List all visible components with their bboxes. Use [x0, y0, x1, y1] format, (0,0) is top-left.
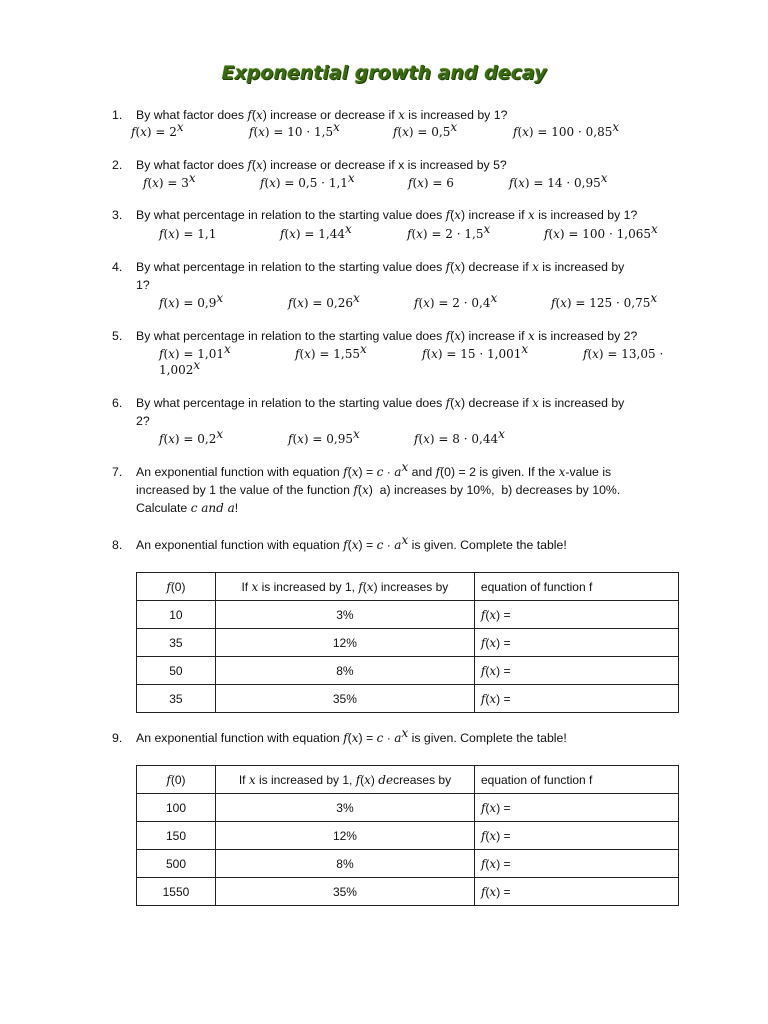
formula: $f(x) = 2 \cdot 0,4^x$	[414, 291, 498, 310]
formula: $f(x) = 0,95^x$	[288, 427, 360, 446]
question-text: By what percentage in relation to the starting value does f(x) increase if x is increased by 1?	[136, 208, 638, 222]
question-number: 5.	[112, 329, 123, 343]
cell-equation[interactable]: f(x) =	[474, 794, 678, 822]
formula: $f(x) = 2^x$	[131, 120, 184, 139]
question-number: 6.	[112, 396, 123, 410]
formula-row	[0, 222, 768, 243]
formula: f(x) = 1,1	[159, 227, 217, 241]
cell-percent: 35%	[215, 878, 474, 906]
cell-f0: 35	[137, 629, 216, 657]
cell-percent: 3%	[215, 794, 474, 822]
cell-equation[interactable]: f(x) =	[474, 878, 678, 906]
formula: $f(x) = 100 \cdot 0,85^x$	[513, 120, 620, 139]
table-row	[137, 629, 679, 657]
cell-equation[interactable]: f(x) =	[474, 601, 678, 629]
cell-equation[interactable]: f(x) =	[474, 685, 678, 713]
cell-equation[interactable]: f(x) =	[474, 629, 678, 657]
formula: f(x) = 6	[408, 176, 454, 190]
formula: $f(x) = 8 \cdot 0,44^x$	[414, 427, 505, 446]
formula: $f(x) = 0,5^x$	[393, 120, 458, 139]
header-equation: equation of function f	[474, 766, 678, 794]
question-text: By what factor does f(x) increase or decrease if x is increased by 1?	[136, 108, 508, 122]
question-text: An exponential function with equation $f(x) = c \cdot a^x$ and f(0) = 2 is given. If the x-value is increased by 1 the value of the function f(x) a) increases by 10%, b) decreases by 10%. Calculate c and a!	[136, 460, 621, 515]
formula-row	[0, 291, 768, 312]
formula: $f(x) = 0,2^x$	[159, 427, 224, 446]
question-number: 4.	[112, 260, 123, 274]
header-equation: equation of function f	[474, 573, 678, 601]
table-question-8	[136, 572, 679, 713]
formula-row	[0, 171, 768, 192]
formula: $f(x) = 0,5 \cdot 1,1^x$	[260, 171, 355, 190]
question-number: 2.	[112, 158, 123, 172]
formula: $f(x) = 10 \cdot 1,5^x$	[249, 120, 340, 139]
table-question-9	[136, 765, 679, 906]
formula: $f(x) = 125 \cdot 0,75^x$	[551, 291, 658, 310]
table-header-row	[137, 766, 679, 794]
cell-f0: 100	[137, 794, 216, 822]
table-row	[137, 878, 679, 906]
cell-percent: 3%	[215, 601, 474, 629]
formula: $f(x) = 0,26^x$	[288, 291, 360, 310]
table-row	[137, 794, 679, 822]
page-title: Exponential growth and decay	[221, 62, 547, 84]
header-f0: f(0)	[137, 573, 216, 601]
cell-equation[interactable]: f(x) =	[474, 822, 678, 850]
cell-f0: 50	[137, 657, 216, 685]
cell-equation[interactable]: f(x) =	[474, 850, 678, 878]
formula: $f(x) = 100 \cdot 1,065^x$	[544, 222, 658, 241]
cell-percent: 12%	[215, 822, 474, 850]
cell-f0: 35	[137, 685, 216, 713]
cell-percent: 8%	[215, 850, 474, 878]
formula: $f(x) = 3^x$	[143, 171, 196, 190]
question-text: By what percentage in relation to the starting value does f(x) decrease if x is increased by 1?	[136, 260, 625, 292]
formula: $f(x) = 14 \cdot 0,95^x$	[509, 171, 608, 190]
formula-row	[0, 427, 768, 448]
question-number: 9.	[112, 731, 123, 745]
table-row	[137, 685, 679, 713]
header-decrease: If x is increased by 1, f(x) decreases by	[215, 766, 474, 794]
formula-row	[0, 120, 768, 141]
formula: $f(x) = 1,55^x$	[295, 342, 367, 361]
question-number: 1.	[112, 108, 123, 122]
cell-f0: 500	[137, 850, 216, 878]
table-row	[137, 601, 679, 629]
cell-percent: 12%	[215, 629, 474, 657]
cell-equation[interactable]: f(x) =	[474, 657, 678, 685]
question-number: 8.	[112, 538, 123, 552]
formula-row-continued	[0, 358, 768, 379]
question-text: By what percentage in relation to the starting value does f(x) increase if x is increased by 2?	[136, 329, 638, 343]
table-header-row	[137, 573, 679, 601]
cell-f0: 10	[137, 601, 216, 629]
table-row	[137, 822, 679, 850]
question-number: 7.	[112, 465, 123, 479]
formula: $f(x) = 1,44^x$	[280, 222, 352, 241]
formula: f(x) = 13,05 ·	[583, 347, 664, 361]
question-text: By what percentage in relation to the starting value does f(x) decrease if x is increased by 2?	[136, 396, 625, 428]
formula: $f(x) = 2 \cdot 1,5^x$	[407, 222, 491, 241]
table-row	[137, 850, 679, 878]
table-row	[137, 657, 679, 685]
cell-percent: 8%	[215, 657, 474, 685]
formula: 1,002$^x$	[159, 358, 201, 377]
cell-percent: 35%	[215, 685, 474, 713]
cell-f0: 1550	[137, 878, 216, 906]
formula: $f(x) = 0,9^x$	[159, 291, 224, 310]
header-increase: If x is increased by 1, f(x) increases by	[215, 573, 474, 601]
question-text: An exponential function with equation $f(x) = c \cdot a^x$ is given. Complete the table!	[136, 726, 567, 745]
question-text: By what factor does f(x) increase or decrease if x is increased by 5?	[136, 158, 507, 172]
cell-f0: 150	[137, 822, 216, 850]
formula: $f(x) = 1,01^x$	[159, 342, 231, 361]
question-number: 3.	[112, 208, 123, 222]
question-text: An exponential function with equation $f(x) = c \cdot a^x$ is given. Complete the table!	[136, 533, 567, 552]
formula: $f(x) = 15 \cdot 1,001^x$	[422, 342, 529, 361]
header-f0: f(0)	[137, 766, 216, 794]
